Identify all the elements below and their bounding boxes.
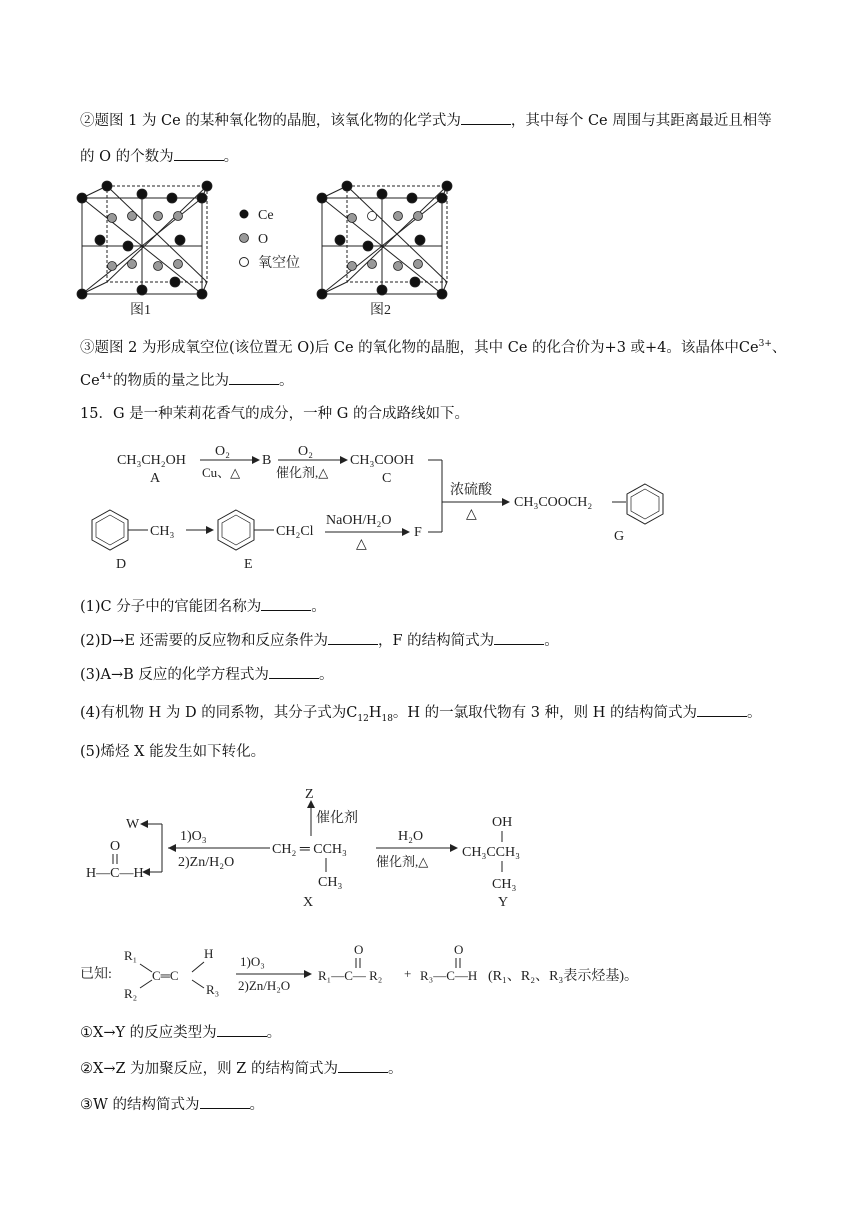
legend-vacancy: 氧空位 [258, 256, 300, 271]
d-substituent: CH₃ [150, 524, 175, 539]
h-atom: H [204, 946, 214, 961]
r1: R₁ [124, 948, 138, 963]
formaldehyde: H—C—H [86, 866, 144, 881]
q15-sub5: (5)烯烃 X 能发生如下转化。 [80, 744, 266, 760]
reagent-naoh: NaOH/H₂O [326, 513, 392, 528]
ce: Ce [738, 340, 759, 356]
reagent-zn: 2)Zn/H₂O [238, 978, 291, 993]
synthesis-scheme [0, 440, 860, 590]
fig2-caption: 图2 [370, 303, 391, 318]
ketone: R₁—C— R₂ [318, 968, 383, 983]
answer-blank[interactable] [338, 1058, 388, 1073]
compound-a: CH₃CH₂OH [117, 453, 186, 468]
aldehyde-oxygen: O [454, 942, 464, 957]
text: (2)D→E 还需要的反应物和反应条件为 [80, 633, 329, 649]
q15-title: 15．G 是一种茉莉花香气的成分，一种 G 的合成路线如下。 [80, 406, 469, 422]
known-label: 已知: [80, 967, 112, 982]
answer-blank[interactable] [494, 630, 544, 645]
ketone-oxygen: O [354, 942, 364, 957]
text: 。 [223, 149, 239, 165]
q15-sub1 [80, 596, 326, 617]
x-methyl: CH₃ [318, 875, 343, 890]
condition-catalyst-heat: 催化剂,△ [376, 854, 429, 869]
label-c: C [382, 471, 392, 486]
condition-heat: △ [356, 537, 367, 552]
text: 。 [387, 1061, 403, 1077]
reagent-o3: 1)O₃ [240, 954, 265, 969]
label-a: A [150, 471, 161, 486]
q14-part3-line2 [80, 370, 293, 391]
compound-g: CH₃COOCH₂ [514, 495, 593, 510]
label-g: G [614, 529, 625, 544]
answer-blank[interactable] [200, 1094, 250, 1109]
reagent-o2: O₂ [298, 444, 313, 459]
q15-x-to-z [80, 1058, 402, 1079]
text: (1)C 分子中的官能团名称为 [80, 599, 262, 615]
legend [240, 208, 301, 271]
text: (3)A→B 反应的化学方程式为 [80, 667, 269, 683]
label-e: E [244, 557, 253, 572]
q14-part3-line1 [80, 338, 786, 358]
e-substituent: CH₂Cl [276, 524, 314, 539]
condition-cu: Cu、△ [202, 465, 241, 480]
formula-c-count: 12 [357, 713, 369, 724]
r2: R₂ [124, 986, 138, 1001]
known-reaction [0, 940, 860, 1010]
reagent-o3: 1)O₃ [180, 829, 207, 844]
compound-b: B [262, 453, 272, 468]
formula-c: C [346, 705, 358, 721]
double-bond: C═C [152, 968, 179, 983]
answer-blank[interactable] [217, 1022, 267, 1037]
text: 、 [771, 340, 787, 356]
y-hydroxyl: OH [492, 815, 513, 830]
plus: + [404, 966, 412, 981]
reagent-h2o: H₂O [398, 829, 424, 844]
aldehyde: R₃—C—H [420, 968, 478, 983]
text: ，其中每个 Ce 周围与其距离最近且相等 [510, 113, 772, 129]
compound-w: W [126, 817, 140, 832]
text: 。 [249, 1097, 265, 1113]
known-note: (R₁、R₂、R₃表示烃基)。 [488, 969, 638, 984]
text: 的物质的量之比为 [112, 373, 229, 389]
text: (4)有机物 H 为 D 的同系物，其分子式为 [80, 705, 347, 721]
text: ③题图 2 为形成氧空位(该位置无 O)后 Ce 的氧化物的晶胞，其中 Ce 的化合价为+3 或+4。该晶体中 [80, 340, 739, 356]
answer-blank[interactable] [269, 664, 319, 679]
answer-blank[interactable] [697, 702, 747, 717]
answer-blank[interactable] [229, 370, 279, 385]
crystal-figures [0, 180, 860, 320]
text: 的 O 的个数为 [80, 149, 174, 165]
label-d: D [116, 557, 127, 572]
ce4-charge: 4+ [99, 372, 113, 383]
y-methyl: CH₃ [492, 877, 517, 892]
q15-sub2 [80, 630, 559, 651]
q14-part2-line1 [80, 110, 772, 131]
q14-part2-line2 [80, 146, 238, 167]
text: 。 [311, 599, 326, 615]
condition-heat: △ [466, 507, 477, 522]
condition-catalyst: 催化剂 [316, 811, 358, 826]
text: ③W 的结构简式为 [80, 1097, 200, 1113]
text: 。 [746, 705, 762, 721]
text: 。 [544, 633, 559, 649]
ce: Ce [80, 373, 100, 389]
text: ②X→Z 为加聚反应，则 Z 的结构简式为 [80, 1061, 338, 1077]
condition-catalyst: 催化剂,△ [276, 465, 329, 480]
fig1-caption: 图1 [130, 303, 151, 318]
compound-c: CH₃COOH [350, 453, 414, 468]
compound-f: F [414, 525, 422, 540]
reagent-zn: 2)Zn/H₂O [178, 855, 235, 870]
answer-blank[interactable] [461, 110, 511, 125]
ce3-charge: 3+ [758, 339, 772, 350]
text: ，F 的结构简式为 [378, 633, 495, 649]
label-x: X [303, 895, 314, 910]
compound-z: Z [305, 787, 314, 802]
hcho-oxygen: O [110, 839, 121, 854]
legend-o: O [258, 232, 269, 247]
reagent-h2so4: 浓硫酸 [450, 483, 492, 498]
formula-h: H [368, 705, 382, 721]
text: 。 [278, 373, 294, 389]
text: ①X→Y 的反应类型为 [80, 1025, 217, 1041]
text: 。H 的一氯取代物有 3 种，则 H 的结构简式为 [392, 705, 697, 721]
answer-blank[interactable] [328, 630, 378, 645]
text: 。 [318, 667, 334, 683]
q15-sub3 [80, 664, 333, 685]
reagent-o2: O₂ [215, 444, 230, 459]
legend-ce: Ce [258, 208, 274, 223]
r3: R₃ [206, 982, 220, 997]
formula-h-count: 18 [381, 713, 393, 724]
text: 。 [266, 1025, 282, 1041]
alkene-x-scheme [0, 776, 860, 926]
label-y: Y [498, 895, 509, 910]
q15-x-to-y [80, 1022, 281, 1043]
answer-blank[interactable] [174, 146, 224, 161]
q15-sub4 [80, 702, 761, 723]
text: ②题图 1 为 Ce 的某种氧化物的晶胞，该氧化物的化学式为 [80, 113, 461, 129]
answer-blank[interactable] [261, 596, 311, 611]
q15-w-structure [80, 1094, 264, 1115]
compound-y: CH₃CCH₃ [462, 845, 520, 860]
compound-x: CH₂ ═ CCH₃ [272, 842, 347, 857]
